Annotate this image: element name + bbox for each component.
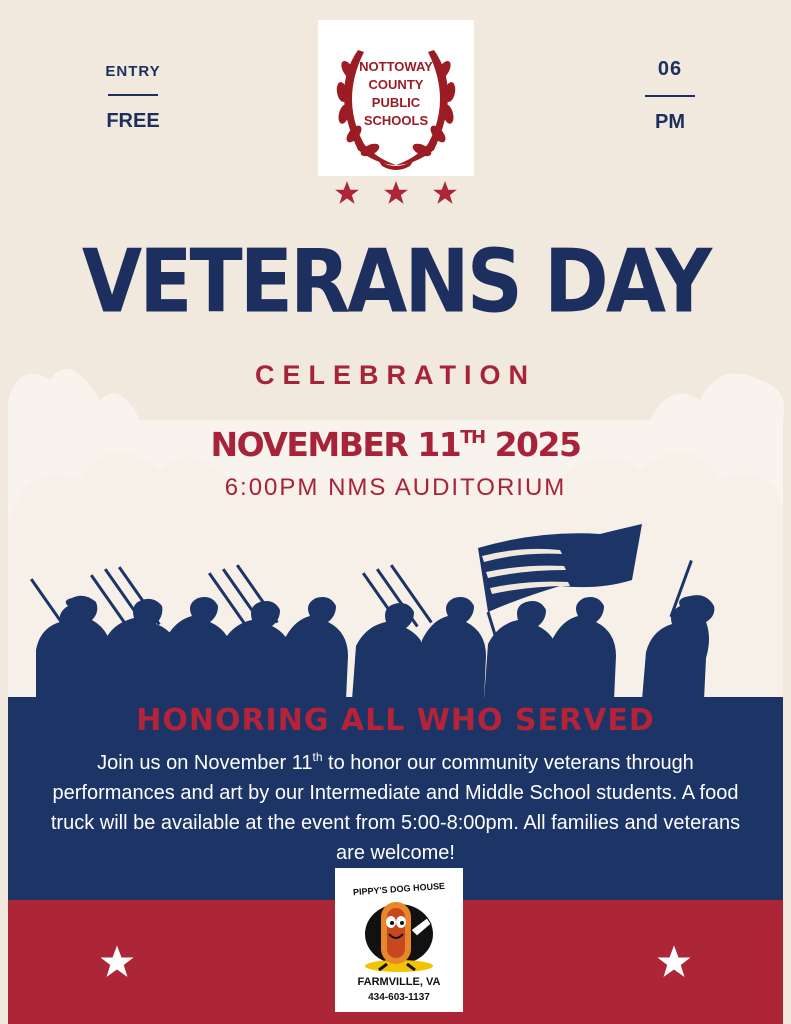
logo-text [338,58,454,130]
red-star-icon [383,180,409,206]
entry-label: ENTRY [105,63,161,80]
sponsor-logo [335,868,463,1012]
logo-line-1: NOTTOWAY [359,59,433,74]
logo-line-2: COUNTY [368,77,424,92]
time-badge [610,58,730,134]
entry-badge [73,58,193,133]
white-star-icon [656,944,692,980]
time-divider [645,95,695,97]
time-period: PM [655,111,685,133]
white-star-icon [99,944,135,980]
event-time-place: 6:00PM NMS AUDITORIUM [224,474,567,501]
sponsor-city: FARMVILLE, VA [357,976,441,988]
sponsor-name: PIPPY'S DOG HOUSE [352,880,446,898]
date-suffix: TH [460,427,485,448]
logo-line-3: PUBLIC [371,95,421,110]
time-hour: 06 [657,58,683,80]
entry-value: FREE [106,110,160,132]
description-part-2: to honor our community veterans through performances and art by our Intermediate and Middle School students. A food truck will be available at the event from 5:00-8:00pm. All families and veterans are welcome! [50,752,741,864]
date-main: NOVEMBER 11 [210,425,461,464]
entry-divider [108,94,158,96]
honor-heading: HONORING ALL WHO SERVED [136,703,655,738]
date-year: 2025 [484,425,581,464]
headline: VETERANS DAY [81,232,710,333]
sponsor-phone: 434-603-1137 [368,992,430,1003]
event-date [0,425,791,464]
description-part-1: Join us on November 11 [97,752,313,774]
red-star-icon [334,180,360,206]
description-sup: th [312,750,323,764]
red-star-icon [432,180,458,206]
event-description [40,742,751,868]
red-stars [334,180,458,206]
logo-line-4: SCHOOLS [363,113,429,128]
school-logo [318,20,474,176]
marching-soldiers-silhouette [0,520,791,700]
subheadline: CELEBRATION [255,360,536,390]
